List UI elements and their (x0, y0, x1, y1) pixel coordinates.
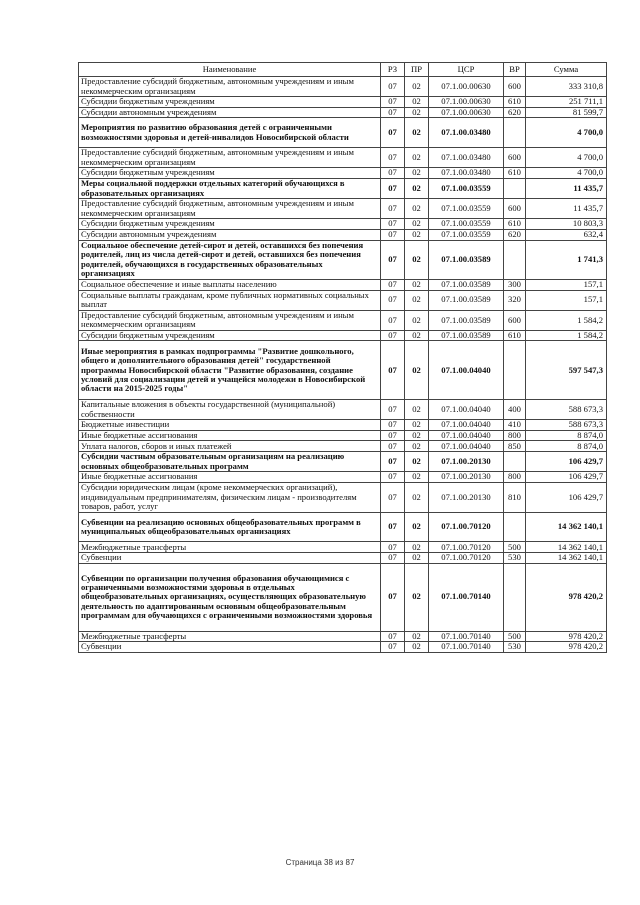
cell-rz: 07 (381, 199, 405, 219)
table-row (79, 240, 607, 279)
table-row (79, 310, 607, 330)
cell-name: Субвенции на реализацию основных общеобразовательных программ в муниципальных общеобразовательных организациях (79, 512, 381, 542)
cell-vr: 610 (504, 219, 526, 230)
cell-sum: 11 435,7 (526, 178, 607, 198)
cell-sum: 11 435,7 (526, 199, 607, 219)
cell-csr: 07.1.00.20130 (429, 452, 504, 472)
cell-sum: 4 700,0 (526, 118, 607, 148)
header-rz: РЗ (381, 63, 405, 77)
table-row (79, 472, 607, 483)
cell-pr: 02 (405, 441, 429, 452)
cell-name: Капитальные вложения в объекты государственной (муниципальной) собственности (79, 400, 381, 420)
table-row (79, 452, 607, 472)
cell-pr: 02 (405, 452, 429, 472)
cell-name: Меры социальной поддержки отдельных категорий обучающихся в образовательных организациях (79, 178, 381, 198)
cell-name: Уплата налогов, сборов и иных платежей (79, 441, 381, 452)
cell-sum: 8 874,0 (526, 430, 607, 441)
cell-csr: 07.1.00.20130 (429, 482, 504, 512)
cell-vr (504, 452, 526, 472)
cell-vr: 620 (504, 107, 526, 118)
cell-name: Субсидии автономным учреждениям (79, 107, 381, 118)
cell-sum: 978 420,2 (526, 642, 607, 653)
cell-rz: 07 (381, 229, 405, 240)
cell-csr: 07.1.00.04040 (429, 430, 504, 441)
cell-pr: 02 (405, 563, 429, 631)
cell-pr: 02 (405, 310, 429, 330)
cell-sum: 588 673,3 (526, 400, 607, 420)
cell-rz: 07 (381, 512, 405, 542)
cell-rz: 07 (381, 118, 405, 148)
cell-sum: 157,1 (526, 279, 607, 290)
cell-pr: 02 (405, 219, 429, 230)
cell-pr: 02 (405, 642, 429, 653)
cell-vr: 400 (504, 400, 526, 420)
cell-name: Субсидии частным образовательным организациям на реализацию основных общеобразовательных программ (79, 452, 381, 472)
cell-sum: 632,4 (526, 229, 607, 240)
cell-name: Межбюджетные трансферты (79, 542, 381, 553)
cell-csr: 07.1.00.70140 (429, 642, 504, 653)
cell-name: Предоставление субсидий бюджетным, автономным учреждениям и иным некоммерческим организациям (79, 77, 381, 97)
cell-vr: 800 (504, 430, 526, 441)
table-row (79, 420, 607, 431)
cell-rz: 07 (381, 77, 405, 97)
cell-sum: 106 429,7 (526, 482, 607, 512)
cell-pr: 02 (405, 512, 429, 542)
cell-rz: 07 (381, 441, 405, 452)
cell-csr: 07.1.00.04040 (429, 400, 504, 420)
table-row (79, 430, 607, 441)
cell-sum: 106 429,7 (526, 452, 607, 472)
table-row (79, 400, 607, 420)
cell-vr (504, 118, 526, 148)
cell-csr: 07.1.00.00630 (429, 77, 504, 97)
cell-name: Субвенции по организации получения образования обучающимися с ограниченными возможностями здоровья в отдельных общеобразовательных организациях, осуществляющих образовательную деятельность по адаптированным основным общеобразовательным программам для обучающихся с ограниченными возможностями здоровья (79, 563, 381, 631)
cell-pr: 02 (405, 542, 429, 553)
cell-pr: 02 (405, 240, 429, 279)
cell-name: Субсидии автономным учреждениям (79, 229, 381, 240)
cell-vr: 800 (504, 472, 526, 483)
cell-pr: 02 (405, 482, 429, 512)
table-row (79, 178, 607, 198)
cell-sum: 14 362 140,1 (526, 512, 607, 542)
cell-name: Бюджетные инвестиции (79, 420, 381, 431)
cell-sum: 14 362 140,1 (526, 553, 607, 564)
cell-sum: 251 711,1 (526, 97, 607, 108)
cell-pr: 02 (405, 118, 429, 148)
cell-vr (504, 178, 526, 198)
cell-rz: 07 (381, 330, 405, 341)
cell-name: Социальное обеспечение и иные выплаты населению (79, 279, 381, 290)
cell-sum: 10 803,3 (526, 219, 607, 230)
cell-name: Предоставление субсидий бюджетным, автономным учреждениям и иным некоммерческим организациям (79, 199, 381, 219)
cell-pr: 02 (405, 148, 429, 168)
cell-rz: 07 (381, 279, 405, 290)
cell-sum: 978 420,2 (526, 631, 607, 642)
cell-sum: 8 874,0 (526, 441, 607, 452)
cell-rz: 07 (381, 219, 405, 230)
cell-vr: 600 (504, 148, 526, 168)
cell-pr: 02 (405, 430, 429, 441)
cell-pr: 02 (405, 168, 429, 179)
header-sum: Сумма (526, 63, 607, 77)
table-row (79, 642, 607, 653)
cell-sum: 597 547,3 (526, 341, 607, 400)
cell-csr: 07.1.00.03559 (429, 229, 504, 240)
cell-vr: 530 (504, 553, 526, 564)
cell-name: Субсидии бюджетным учреждениям (79, 219, 381, 230)
cell-csr: 07.1.00.03589 (429, 330, 504, 341)
cell-name: Иные мероприятия в рамках подпрограммы "Развитие дошкольного, общего и дополнительного образования детей" государственной программы Новосибирской области "Развитие образования, создание условий для социализации детей и учащейся молодежи в Новосибирской области на 2015-2025 годы" (79, 341, 381, 400)
cell-vr: 620 (504, 229, 526, 240)
table-row (79, 290, 607, 310)
cell-rz: 07 (381, 631, 405, 642)
cell-csr: 07.1.00.04040 (429, 420, 504, 431)
cell-vr (504, 563, 526, 631)
table-row (79, 341, 607, 400)
table-row (79, 542, 607, 553)
cell-pr: 02 (405, 553, 429, 564)
cell-name: Субвенции (79, 553, 381, 564)
header-name: Наименование (79, 63, 381, 77)
cell-pr: 02 (405, 472, 429, 483)
cell-csr: 07.1.00.03589 (429, 290, 504, 310)
cell-pr: 02 (405, 199, 429, 219)
cell-csr: 07.1.00.70120 (429, 542, 504, 553)
cell-csr: 07.1.00.03480 (429, 148, 504, 168)
cell-rz: 07 (381, 642, 405, 653)
header-vr: ВР (504, 63, 526, 77)
cell-pr: 02 (405, 107, 429, 118)
cell-vr: 500 (504, 631, 526, 642)
cell-pr: 02 (405, 290, 429, 310)
cell-csr: 07.1.00.70140 (429, 631, 504, 642)
table-header-row (79, 63, 607, 77)
table-row (79, 482, 607, 512)
cell-sum: 4 700,0 (526, 168, 607, 179)
cell-pr: 02 (405, 178, 429, 198)
cell-csr: 07.1.00.04040 (429, 441, 504, 452)
header-csr: ЦСР (429, 63, 504, 77)
cell-sum: 106 429,7 (526, 472, 607, 483)
cell-sum: 1 584,2 (526, 330, 607, 341)
cell-rz: 07 (381, 430, 405, 441)
cell-rz: 07 (381, 452, 405, 472)
cell-rz: 07 (381, 563, 405, 631)
cell-csr: 07.1.00.00630 (429, 97, 504, 108)
table-row (79, 631, 607, 642)
cell-vr (504, 240, 526, 279)
cell-vr (504, 512, 526, 542)
table-row (79, 168, 607, 179)
cell-name: Социальное обеспечение детей-сирот и детей, оставшихся без попечения родителей, лиц из числа детей-сирот и детей, оставшихся без попечения родителей, обучающихся в государственных образовательных организациях (79, 240, 381, 279)
cell-pr: 02 (405, 631, 429, 642)
cell-rz: 07 (381, 178, 405, 198)
table-row (79, 563, 607, 631)
cell-sum: 14 362 140,1 (526, 542, 607, 553)
cell-vr (504, 341, 526, 400)
cell-csr: 07.1.00.03589 (429, 240, 504, 279)
table-body (79, 77, 607, 653)
table-row (79, 279, 607, 290)
cell-rz: 07 (381, 168, 405, 179)
cell-csr: 07.1.00.03589 (429, 310, 504, 330)
cell-csr: 07.1.00.03559 (429, 178, 504, 198)
cell-name: Межбюджетные трансферты (79, 631, 381, 642)
cell-csr: 07.1.00.03559 (429, 199, 504, 219)
cell-rz: 07 (381, 400, 405, 420)
cell-sum: 333 310,8 (526, 77, 607, 97)
cell-name: Субсидии бюджетным учреждениям (79, 168, 381, 179)
table-row (79, 199, 607, 219)
cell-sum: 4 700,0 (526, 148, 607, 168)
cell-rz: 07 (381, 240, 405, 279)
cell-pr: 02 (405, 229, 429, 240)
header-pr: ПР (405, 63, 429, 77)
cell-csr: 07.1.00.70120 (429, 512, 504, 542)
cell-rz: 07 (381, 420, 405, 431)
table-row (79, 118, 607, 148)
cell-sum: 1 741,3 (526, 240, 607, 279)
cell-name: Иные бюджетные ассигнования (79, 472, 381, 483)
cell-vr: 610 (504, 330, 526, 341)
cell-rz: 07 (381, 341, 405, 400)
cell-vr: 810 (504, 482, 526, 512)
cell-csr: 07.1.00.03480 (429, 118, 504, 148)
cell-vr: 300 (504, 279, 526, 290)
cell-csr: 07.1.00.04040 (429, 341, 504, 400)
cell-vr: 600 (504, 199, 526, 219)
table-row (79, 219, 607, 230)
cell-rz: 07 (381, 107, 405, 118)
cell-vr: 610 (504, 97, 526, 108)
budget-table (78, 62, 607, 653)
cell-rz: 07 (381, 542, 405, 553)
table-row (79, 553, 607, 564)
table-row (79, 148, 607, 168)
cell-vr: 500 (504, 542, 526, 553)
cell-name: Социальные выплаты гражданам, кроме публичных нормативных социальных выплат (79, 290, 381, 310)
page-footer: Страница 38 из 87 (285, 858, 355, 867)
table-row (79, 441, 607, 452)
cell-name: Субсидии бюджетным учреждениям (79, 330, 381, 341)
cell-rz: 07 (381, 290, 405, 310)
cell-pr: 02 (405, 77, 429, 97)
cell-vr: 600 (504, 77, 526, 97)
cell-sum: 978 420,2 (526, 563, 607, 631)
cell-csr: 07.1.00.20130 (429, 472, 504, 483)
cell-vr: 410 (504, 420, 526, 431)
cell-name: Предоставление субсидий бюджетным, автономным учреждениям и иным некоммерческим организациям (79, 148, 381, 168)
cell-sum: 81 599,7 (526, 107, 607, 118)
cell-name: Субсидии бюджетным учреждениям (79, 97, 381, 108)
cell-name: Субсидии юридическим лицам (кроме некоммерческих организаций), индивидуальным предпринимателям, физическим лицам - производителям товаров, работ, услуг (79, 482, 381, 512)
cell-vr: 600 (504, 310, 526, 330)
cell-csr: 07.1.00.03589 (429, 279, 504, 290)
table-row (79, 330, 607, 341)
cell-pr: 02 (405, 279, 429, 290)
cell-rz: 07 (381, 310, 405, 330)
cell-vr: 320 (504, 290, 526, 310)
cell-sum: 157,1 (526, 290, 607, 310)
cell-csr: 07.1.00.00630 (429, 107, 504, 118)
cell-vr: 610 (504, 168, 526, 179)
cell-pr: 02 (405, 97, 429, 108)
cell-name: Субвенции (79, 642, 381, 653)
cell-sum: 588 673,3 (526, 420, 607, 431)
cell-name: Мероприятия по развитию образования детей с ограниченными возможностями здоровья и детей-инвалидов Новосибирской области (79, 118, 381, 148)
table-row (79, 77, 607, 97)
cell-vr: 530 (504, 642, 526, 653)
cell-rz: 07 (381, 482, 405, 512)
cell-vr: 850 (504, 441, 526, 452)
cell-csr: 07.1.00.70140 (429, 563, 504, 631)
cell-csr: 07.1.00.70120 (429, 553, 504, 564)
cell-pr: 02 (405, 420, 429, 431)
cell-pr: 02 (405, 341, 429, 400)
table-row (79, 512, 607, 542)
cell-name: Иные бюджетные ассигнования (79, 430, 381, 441)
cell-rz: 07 (381, 472, 405, 483)
table-row (79, 229, 607, 240)
table-row (79, 107, 607, 118)
cell-csr: 07.1.00.03559 (429, 219, 504, 230)
cell-pr: 02 (405, 400, 429, 420)
cell-sum: 1 584,2 (526, 310, 607, 330)
cell-rz: 07 (381, 97, 405, 108)
cell-rz: 07 (381, 553, 405, 564)
cell-pr: 02 (405, 330, 429, 341)
table-row (79, 97, 607, 108)
cell-rz: 07 (381, 148, 405, 168)
cell-csr: 07.1.00.03480 (429, 168, 504, 179)
cell-name: Предоставление субсидий бюджетным, автономным учреждениям и иным некоммерческим организациям (79, 310, 381, 330)
